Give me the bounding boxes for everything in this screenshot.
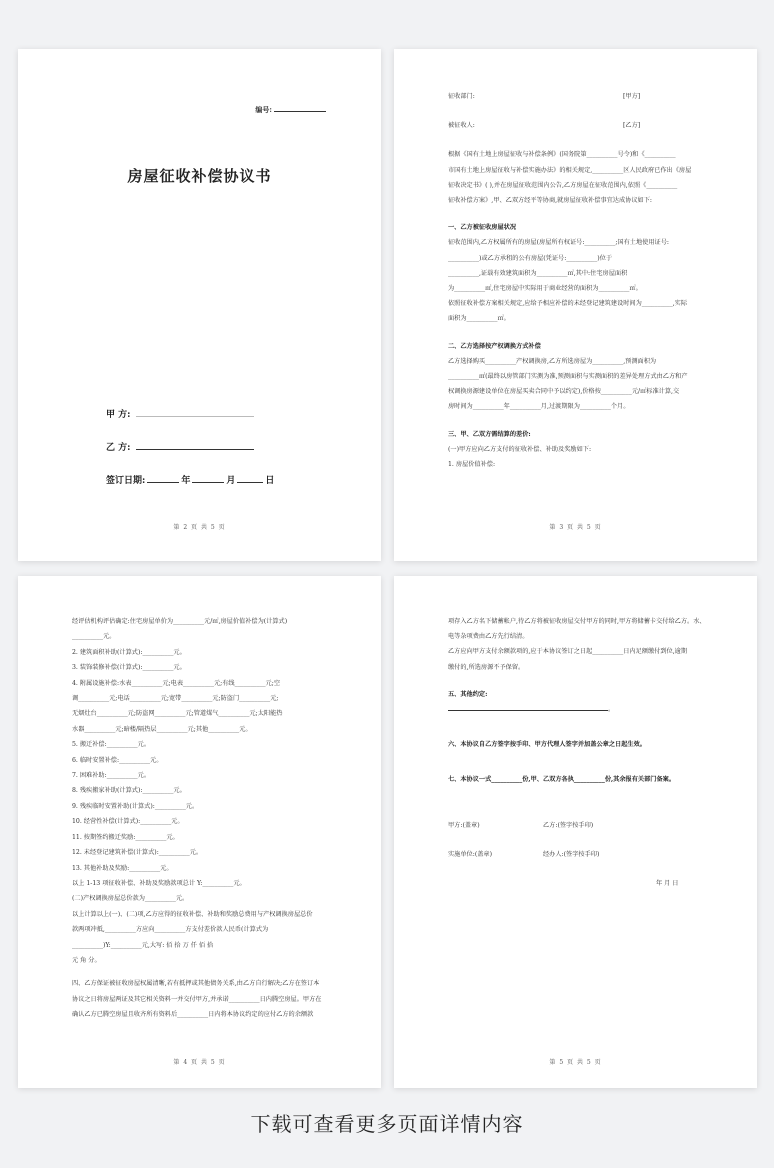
- number-label: 编号:: [255, 105, 272, 114]
- paragraph-line: __________㎡(最终以房管部门实测为准,预测面积与实测面积的差异处理方式由乙方和产: [448, 373, 688, 381]
- paragraph-line: 以上计算以上(一)、(二)项,乙方应得的征收补偿、补助和奖励总费用与产权调换房屋总价: [72, 910, 313, 918]
- date-row: [448, 876, 719, 891]
- page-3: [18, 576, 381, 1088]
- paragraph-line: 款两项冲抵,__________方应向__________方支付差价款人民币(计算式为: [72, 926, 269, 934]
- paragraph-line: 8. 残疾搬家补助(计算式):__________元。: [72, 787, 186, 795]
- page-2: [394, 49, 757, 561]
- spacer: [448, 788, 719, 818]
- party-b-row: [106, 440, 254, 453]
- paragraph-line: 12. 未经登记建筑补偿(计算式):__________元。: [72, 849, 203, 857]
- paragraph-line: 以上 1-13 项征收补偿、补助及奖励款项总计 Y:__________元。: [72, 879, 246, 887]
- expropriated-person-row: [448, 118, 719, 133]
- paragraph-line: 13. 其他补助及奖励:__________元。: [72, 864, 173, 872]
- day-label: 日: [265, 476, 275, 486]
- paragraph-line: 元 角 分。: [72, 956, 101, 964]
- paragraph-line: __________)Y:__________元,大写: 佰 拾 万 仟 佰 拾: [72, 941, 214, 949]
- page-cover: [18, 49, 381, 561]
- page-2-body: [448, 89, 719, 472]
- spacer: [448, 717, 719, 725]
- paragraph-line: 根据《国有土地上房屋征收与补偿条例》(国务院第__________号令)和《__________: [448, 151, 676, 159]
- page-number: 第 3 页 共 5 页: [549, 524, 602, 531]
- sign-date-row: [106, 473, 274, 486]
- expropriation-dept-label: 征收部门:: [448, 93, 475, 100]
- paragraph-line: 面积为__________㎡。: [448, 315, 510, 323]
- paragraph-line: 征收补偿方案》,甲、乙双方经平等协商,就房屋征收补偿事宜达成协议如下:: [448, 196, 653, 204]
- section-heading-5: 五、其他约定:: [448, 690, 488, 698]
- paragraph-line: 4. 附属设施补偿:水表__________元;电表__________元;有线__________元;空: [72, 679, 281, 687]
- contract-number: [255, 104, 326, 115]
- party-a-line: [136, 407, 254, 417]
- month-line: [192, 473, 224, 483]
- page-number: 第 2 页 共 5 页: [173, 524, 226, 531]
- paragraph-line: 征收决定书》( ),并在房屋征收范围内公告,乙方房屋在征收范围内,依照《__________: [448, 181, 678, 189]
- paragraph-line: __________)或乙方承租的公有房屋(凭证号:__________)位于: [448, 254, 613, 262]
- party-a-label: 甲 方:: [106, 410, 131, 420]
- page-4-body: [448, 614, 719, 891]
- paragraph-line: 电等杂项费由乙方先行结清。: [448, 633, 529, 641]
- signature-row-1: [448, 818, 719, 833]
- expropriated-person-label: 被征收人:: [448, 122, 475, 130]
- paragraph-line: 征收范围内,乙方权属所有的房屋(房屋所有权证号:__________;国有土地使用证号:: [448, 239, 670, 247]
- party-a-seal-label: 甲方:(盖章): [448, 821, 480, 829]
- paragraph-line: __________元。: [72, 633, 116, 641]
- expropriation-dept-row: [448, 89, 719, 104]
- day-line: [237, 473, 263, 483]
- paragraph-line: 依照征收补偿方案相关规定,应给予相应补偿的未经登记建筑建设时间为__________,实际: [448, 300, 688, 308]
- download-hint: 下载可查看更多页面详情内容: [250, 1112, 524, 1136]
- paragraph-line: 四、乙方保证被征收房屋权属清晰,若有抵押或其他债务关系,由乙方自行解决;乙方在签订本: [72, 980, 320, 988]
- clause-6: 六、本协议自乙方签字按手印、甲方代理人签字并加盖公章之日起生效。: [448, 741, 646, 749]
- paragraph-line: 调__________元;电话__________元;宽带__________元;防盗门__________元;: [72, 695, 279, 703]
- party-b-tag: [乙方]: [623, 122, 641, 130]
- paragraph-line: (二)产权调换房屋总价款为__________元。: [72, 895, 189, 903]
- section-heading-3: 三、甲、乙双方需结算的差价:: [448, 430, 531, 438]
- other-terms-line: 。: [448, 702, 719, 717]
- sign-date-label: 签订日期:: [106, 476, 146, 486]
- section-heading-2: 二、乙方选择按产权调换方式补偿: [448, 342, 541, 350]
- party-a-tag: [甲方]: [623, 93, 641, 100]
- year-line: [147, 473, 179, 483]
- clause-7: 七、本协议一式__________份,甲、乙双方各执__________份,其余报有关部门备案。: [448, 776, 676, 784]
- spacer: [448, 104, 719, 118]
- page-number: 第 4 页 共 5 页: [173, 1059, 226, 1066]
- handler-sign-label: 经办人:(签字按手印): [543, 850, 600, 858]
- paragraph-line: 房时间为__________年__________月,过渡期限为__________个月。: [448, 403, 630, 411]
- page-number: 第 5 页 共 5 页: [549, 1059, 602, 1066]
- paragraph-line: 经评估机构评估确定:住宅房屋单价为__________元/㎡,房屋价值补偿为(计算式): [72, 618, 288, 625]
- paragraph-line: 5. 搬迁补偿:__________元。: [72, 741, 151, 749]
- paragraph-line: 水器__________元;暗楼/隔热层__________元;其他__________元。: [72, 725, 252, 733]
- spacer: [448, 862, 719, 876]
- document-title: 房屋征收补偿协议书: [127, 167, 272, 185]
- year-label: 年: [181, 476, 191, 486]
- paragraph-line: 缴付的,所选房源不予保留。: [448, 663, 525, 671]
- paragraph-line: 市国有土地上房屋征收与补偿实施办法》的相关规定,__________区人民政府已作出《房屋: [448, 166, 692, 174]
- paragraph-line: 2. 建筑面积补助(计算式):__________元。: [72, 648, 186, 656]
- paragraph-line: 3. 装饰装修补偿(计算式):__________元。: [72, 664, 186, 672]
- paragraph-line: 为__________㎡,住宅房屋中实际用于商业经营的面积为__________㎡。: [448, 285, 642, 292]
- section-heading-1: 一、乙方被征收房屋状况: [448, 224, 517, 232]
- party-a-row: [106, 407, 254, 420]
- paragraph-line: 11. 按期签约搬迁奖励:__________元。: [72, 833, 179, 841]
- paragraph-line: 乙方选择购买__________产权调换房,乙方所选房屋为__________,预测面积为: [448, 357, 657, 365]
- party-b-label: 乙 方:: [106, 443, 131, 453]
- paragraph-line: 权调换房源建设单位在房屋买卖合同中予以约定),价格按__________元/㎡标准计算,交: [448, 388, 680, 396]
- spacer: [448, 833, 719, 847]
- paragraph-line: (一)甲方应向乙方支付的征收补偿、补助及奖励如下:: [448, 445, 592, 453]
- month-label: 月: [226, 476, 236, 486]
- signature-row-2: [448, 847, 719, 862]
- paragraph-line: __________,证载有效建筑面积为__________㎡,其中:住宅房屋面积: [448, 269, 628, 277]
- paragraph-line: 9. 残疾临时安置补助(计算式):__________元。: [72, 802, 199, 810]
- paragraph-line: 乙方应向甲方支付余额款项的,应于本协议签订之日起__________日内足额缴付到位,逾期: [448, 648, 688, 656]
- implementer-seal-label: 实施单位:(盖章): [448, 850, 493, 858]
- paragraph-line: 10. 经营性补偿(计算式):__________元。: [72, 818, 184, 826]
- page-3-body: [72, 614, 343, 1023]
- spacer: [448, 133, 719, 147]
- date-label: 年 月 日: [656, 880, 679, 887]
- spacer: [72, 968, 343, 976]
- page-4: [394, 576, 757, 1088]
- spacer: [448, 752, 719, 760]
- paragraph-line: 协议之日将房屋两证及其它相关资料一并交付甲方,并承诺__________日内腾空房屋。甲方在: [72, 995, 322, 1003]
- paragraph-line: 1. 房屋价值补偿:: [448, 461, 496, 469]
- party-b-line: [136, 440, 254, 450]
- paragraph-line: 6. 临时安置补偿:__________元。: [72, 756, 163, 764]
- paragraph-line: 项存入乙方名下储蓄帐户,待乙方将被征收房屋交付甲方的同时,甲方将储蓄卡交付给乙方。水、: [448, 618, 706, 625]
- party-b-sign-label: 乙方:(签字按手印): [543, 821, 594, 829]
- number-underline: [274, 104, 326, 112]
- paragraph-line: 7. 困难补助:__________元。: [72, 772, 151, 780]
- paragraph-line: 无烟灶台__________元;防盗网__________元;管道煤气__________元;太阳能热: [72, 710, 283, 718]
- paragraph-line: 确认乙方已腾空房屋且收齐所有资料后__________日内将本协议约定的应付乙方的余额款: [72, 1011, 314, 1019]
